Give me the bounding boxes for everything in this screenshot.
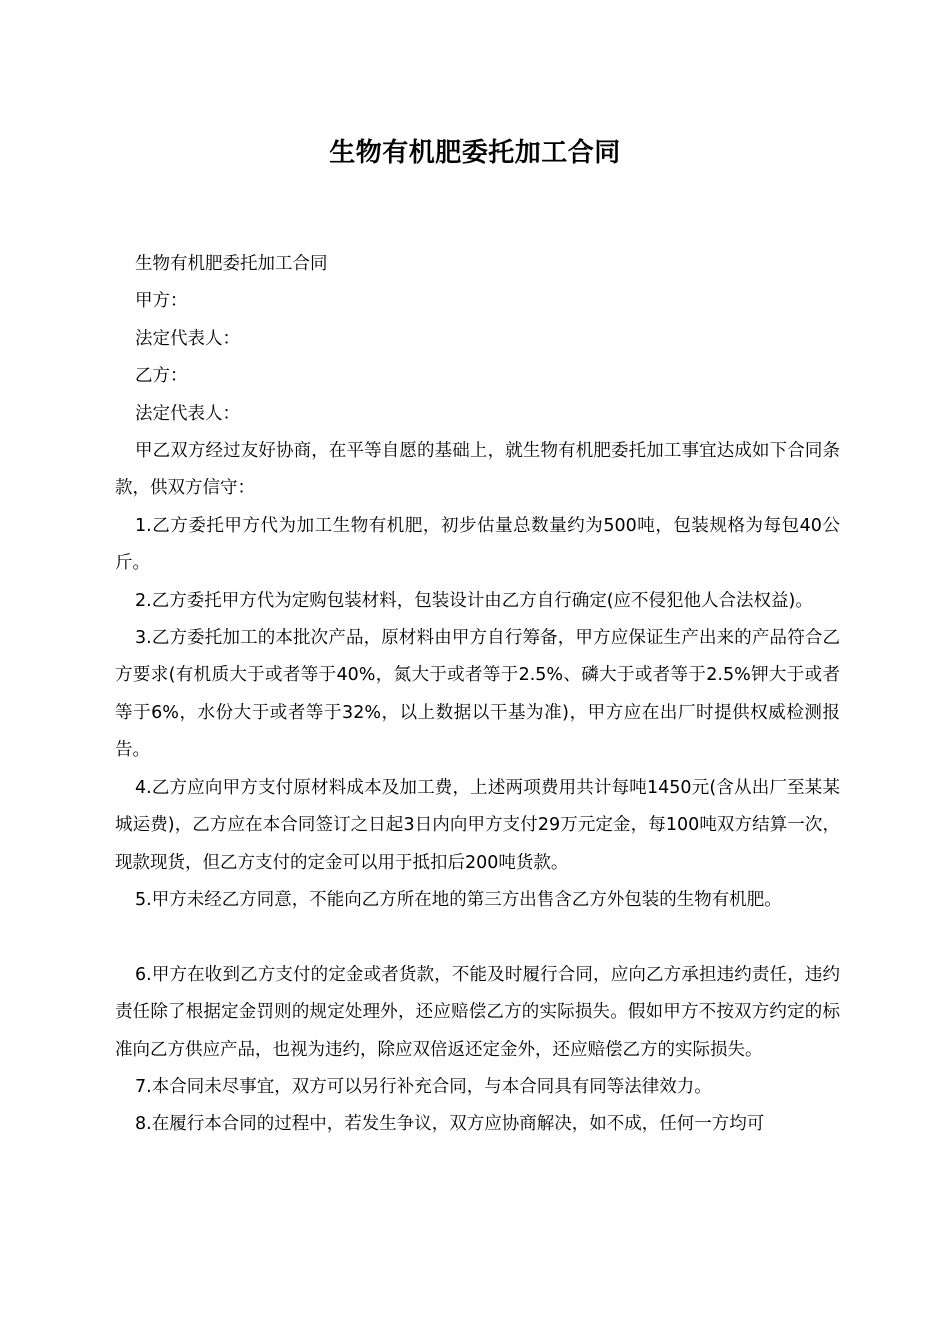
clause-6: 6.甲方在收到乙方支付的定金或者货款，不能及时履行合同，应向乙方承担违约责任，违约责任除了根据定金罚则的规定处理外，还应赔偿乙方的实际损失。假如甲方不按双方约定的标准向乙方供应产品，也视为违约，除应双倍返还定金外，还应赔偿乙方的实际损失。 — [115, 964, 840, 1060]
clause-4: 4.乙方应向甲方支付原材料成本及加工费，上述两项费用共计每吨1450元(含从出厂至某某城运费)，乙方应在本合同签订之日起3日内向甲方支付29万元定金，每100吨双方结算一次，现款现货，但乙方支付的定金可以用于抵扣后200吨货款。 — [115, 777, 840, 873]
clause-1: 1.乙方委托甲方代为加工生物有机肥，初步估量总数量约为500吨，包装规格为每包40公斤。 — [115, 515, 840, 574]
party-a-representative-label: 法定代表人： — [135, 328, 240, 349]
preamble-paragraph: 甲乙双方经过友好协商，在平等自愿的基础上，就生物有机肥委托加工事宜达成如下合同条款，供双方信守： — [115, 441, 840, 499]
party-b-label: 乙方： — [135, 366, 188, 387]
clause-7: 7.本合同未尽事宜，双方可以另行补充合同，与本合同具有同等法律效力。 — [135, 1076, 712, 1097]
document-body — [115, 246, 840, 1144]
clause-2: 2.乙方委托甲方代为定购包装材料，包装设计由乙方自行确定(应不侵犯他人合法权益)。 — [135, 590, 813, 611]
clause-3: 3.乙方委托加工的本批次产品，原材料由甲方自行筹备，甲方应保证生产出来的产品符合乙方要求(有机质大于或者等于40%，氮大于或者等于2.5%、磷大于或者等于2.5%钾大于或者等于6%，水份大于或者等于32%，以上数据以干基为准)，甲方应在出厂时提供权威检测报告。 — [115, 628, 840, 761]
party-a-label: 甲方： — [135, 291, 188, 312]
contract-heading: 生物有机肥委托加工合同 — [135, 254, 328, 274]
clause-8: 8.在履行本合同的过程中，若发生争议，双方应协商解决，如不成，任何一方均可 — [135, 1114, 765, 1135]
clause-5: 5.甲方未经乙方同意，不能向乙方所在地的第三方出售含乙方外包装的生物有机肥。 — [135, 889, 782, 910]
document-title: 生物有机肥委托加工合同 — [329, 138, 621, 168]
paragraph-spacer — [115, 919, 840, 956]
party-b-representative-label: 法定代表人： — [135, 403, 240, 424]
